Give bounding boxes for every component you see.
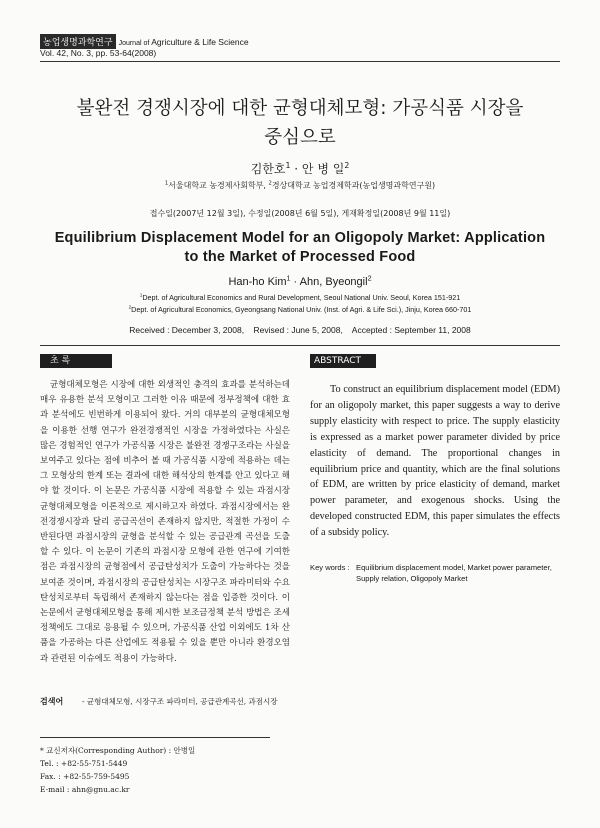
eauthor-1-sup: 1 [286, 274, 291, 283]
footnote [40, 744, 195, 796]
aff-1-sup: 1 [164, 180, 169, 187]
contact-fax: Fax. : +82-55-759-5495 [40, 772, 130, 781]
korean-keywords [40, 696, 290, 708]
corresponding-author: * 교신저자(Corresponding Author) : 안병일 [40, 746, 196, 755]
english-title-line: to the Market of Processed Food [184, 249, 416, 265]
journal-header [40, 34, 249, 49]
english-author-separator: · Ahn, [290, 276, 326, 288]
korean-dates: 접수일(2007년 12월 3일), 수정일(2008년 6월 5일), 게재확정일(2008년 9월 11일) [149, 209, 451, 218]
english-author-2: Byeongil [325, 276, 368, 288]
korean-affiliations [40, 180, 560, 191]
korean-authors [40, 160, 560, 177]
korean-abstract-heading: 초 록 [40, 354, 112, 368]
korean-title [40, 94, 560, 152]
korean-affiliation-1: 서울대학교 농경제사회학부, [168, 181, 269, 190]
author-1-sup: 1 [285, 161, 291, 170]
english-abstract-heading: ABSTRACT [310, 354, 376, 368]
author-separator: · [290, 162, 302, 176]
journal-korean-name: 농업생명과학연구 [40, 34, 116, 49]
korean-keywords-label: 검색어 [40, 697, 64, 706]
contact-email: E-mail : ahn@gnu.ac.kr [40, 785, 130, 794]
journal-prefix: Journal of [118, 39, 150, 47]
english-author-1: Han-ho Kim [228, 276, 287, 288]
english-affiliations [40, 292, 560, 316]
volume-info: Vol. 42, No. 3, pp. 53-64(2008) [40, 48, 157, 58]
eaff-1-text: Dept. of Agricultural Economics and Rural Development, Seoul National Univ. Seoul, Korea 151-921 [142, 293, 461, 302]
english-title [40, 229, 560, 267]
journal-english-name [119, 37, 249, 47]
korean-abstract-text: 균형대체모형은 시장에 대한 외생적인 충격의 효과를 분석하는데 매우 유용한 분석 모형이고 그러한 이유 때문에 정부정책에 대한 효과 분석에도 빈번하게 이용되어 왔다. 거의 대부분의 균형대체모형을 이용한 선행 연구가 완전경쟁적인 시장을 가정하였다는 사실은 많은 경험적인 연구가 가공식품 시장은 불완전 경쟁구조라는 사실을 보여주고 있다는 점에 비추어 볼 때 가공식품 시장에 적용하는 데는 그 모형상의 한계 또는 결과에 대한 해석상의 한계를 안고 있다고 해야 할 것이다. 이 논문은 가공식품 시장에 적용할 수 있는 과점시장 균형대체모형을 이론적으로 제시하고자 하였다. 과점시장에서는 완전경쟁시장과 달리 공급곡선이 존재하지 않지만, 적절한 가정이 수반된다면 과점시장의 균형을 분석할 수 있는 공급관계 곡선을 도출 할 수 있다. 이 논문이 기존의 과점시장 모형에 관한 연구에 기여한 점은 과점시장의 균형점에서 공급탄성치가 도출이 가능하다는 것을 보여준 것이며, 과점시장의 공급탄성치는 시장구조 파라미터와 수요탄성치로부터 독립해서 존재하지 않는다는 점을 입증한 것이다. 이 논문에서 균형대체모형을 통해 제시한 보조금정책 분석 방법은 조세정책에도 그대로 응용될 수 있으며, 가공식품 산업 이외에도 1차 산품을 가공하는 다른 산업에도 적용될 수 있을 뿐만 아니라 환경오염과 관련된 이슈에도 적용이 가능하다. [40, 380, 290, 664]
eauthor-2-sup: 2 [367, 274, 372, 283]
english-dates: Received : December 3, 2008, Revised : June 5, 2008, Accepted : September 11, 2008 [129, 325, 471, 335]
korean-abstract [40, 378, 290, 667]
header-rule [40, 61, 560, 62]
korean-author-2: 안 병 일 [301, 162, 345, 176]
eaff-2-text: Dept. of Agricultural Economics, Gyeongsang National Univ. (Inst. of Agri. & Life Sci.), Jinju, Korea 660-701 [131, 305, 472, 314]
english-keywords [310, 562, 560, 584]
aff-2-sup: 2 [268, 180, 272, 187]
korean-title-line: 중심으로 [264, 127, 336, 148]
english-title-line: Equilibrium Displacement Model for an Oligopoly Market: Application [54, 230, 546, 246]
english-authors [40, 276, 560, 288]
english-abstract [310, 382, 560, 541]
korean-affiliation-2: 경상대학교 농업경제학과(농업생명과학연구원) [271, 181, 436, 190]
author-2-sup: 2 [344, 161, 350, 170]
korean-keywords-text: - 균형대체모형, 시장구조 파라미터, 공급관계곡선, 과점시장 [82, 697, 278, 706]
footnote-rule [40, 737, 270, 738]
english-keywords-label: Key words : [310, 563, 350, 572]
english-keywords-text: Equilibrium displacement model, Market power parameter, Supply relation, Oligopoly Market [356, 563, 552, 583]
korean-author-1: 김한호 [250, 162, 286, 176]
eaff-1-sup: 1 [139, 292, 143, 298]
eaff-2-sup: 2 [128, 304, 132, 310]
korean-title-line: 불완전 경쟁시장에 대한 균형대체모형: 가공식품 시장을 [76, 98, 524, 119]
english-affiliation-1 [40, 292, 560, 304]
english-abstract-text: To construct an equilibrium displacement model (EDM) for an oligopoly market, this paper suggests a way to derive supply elasticity with respect to price. The supply elasticity is expressed as a market power parameter divided by price elasticity of demand. The proportional changes in equilibrium price and quantity, which are the final solutions of EDM, are written by price elasticity of demand, market power parameter, and exogenous shocks. Using the developed constructed EDM, this paper simulates the effects of a subsidy policy. [310, 384, 560, 539]
english-affiliation-2 [40, 304, 560, 316]
journal-title: Agriculture & Life Science [151, 36, 249, 47]
dates-rule [40, 345, 560, 346]
contact-tel: Tel. : +82-55-751-5449 [40, 759, 128, 768]
